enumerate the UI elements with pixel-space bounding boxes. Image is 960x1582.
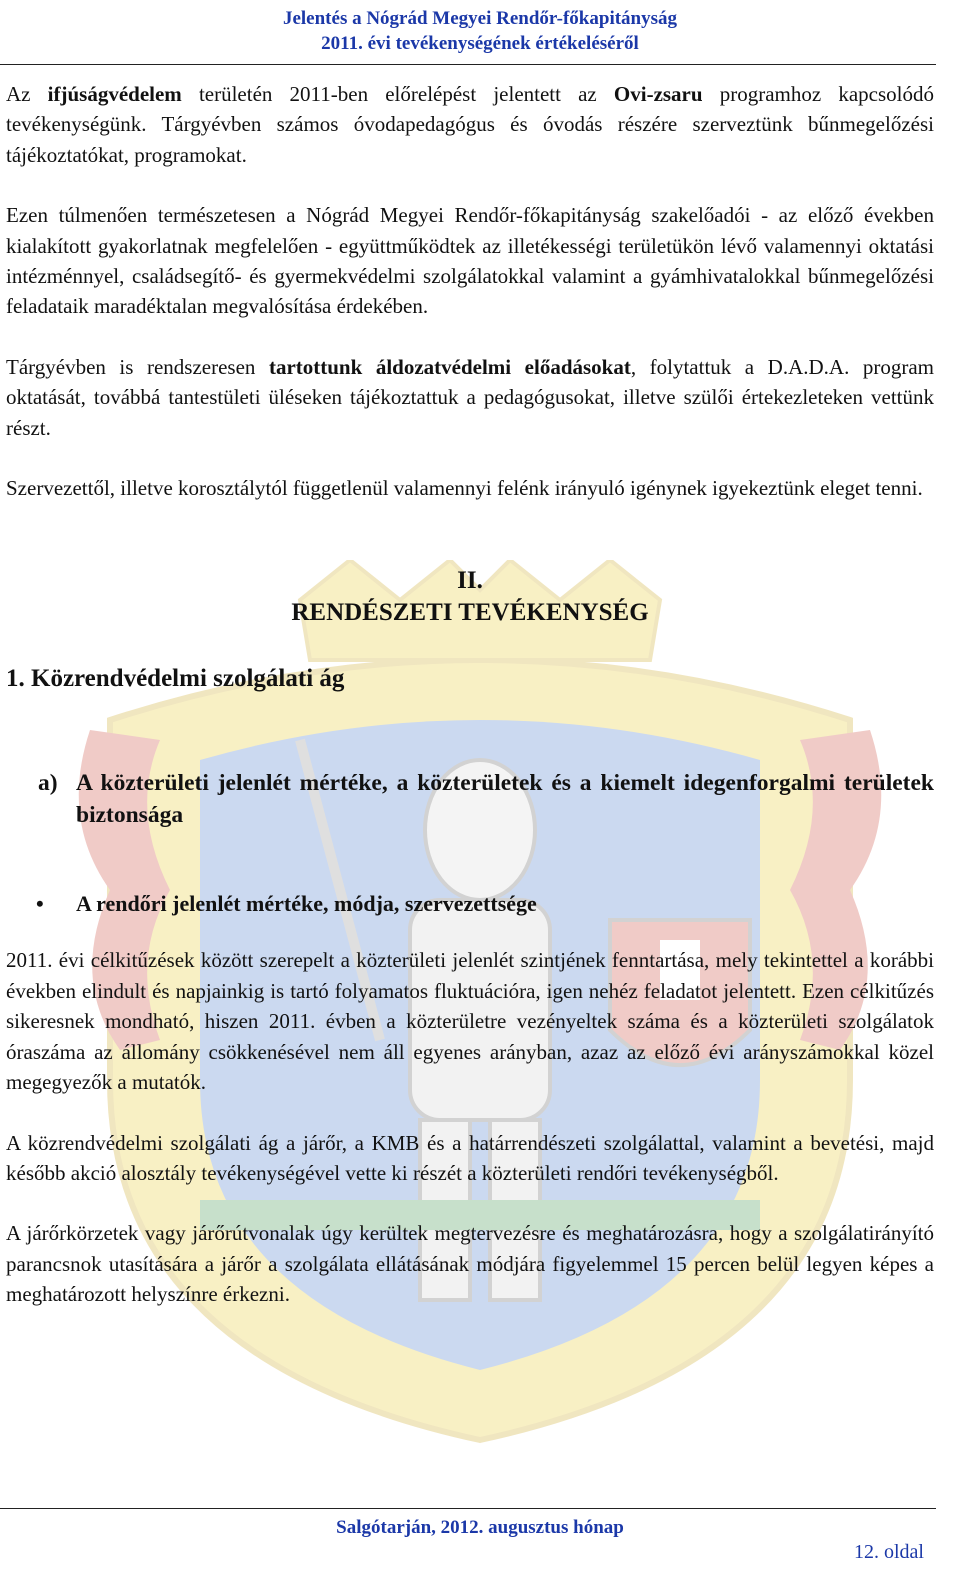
p1-text-a: Az [6, 82, 48, 106]
p1-bold-ifjusagvedelem: ifjúságvédelem [47, 82, 182, 106]
paragraph-szakeloadok: Ezen túlmenően természetesen a Nógrád Megyei Rendőr-főkapitányság szakelőadói - az előző években kialakított gyakorlatnak megfelelően - együttműködtek az illetékességi területükön lévő valamennyi oktatási intézménnyel, családsegítő- és gyermekvédelmi szolgálatokkal valamint a gyámhivatalokkal bűnmegelőzési feladataik maradéktalan megvalósítása érdekében. [6, 203, 934, 319]
section-number: II. [457, 567, 483, 595]
header-divider [0, 64, 936, 65]
page-number: 12. oldal [854, 1541, 924, 1563]
paragraph-igenyek: Szervezettől, illetve korosztálytól függetlenül valamennyi felénk irányuló igénynek igyekeztünk eleget tenni. [6, 476, 923, 501]
item-a-label: a) [38, 770, 58, 797]
paragraph-jarorkorzetek: A járőrkörzetek vagy járőrútvonalak úgy kerültek megtervezésre és meghatározásra, hogy a szolgálatirányító parancsnok utasítására a járőr a szolgálata ellátásának módjára figyelemmel 15 percen belül legyen képes a meghatározott helyszínre érkezni. [6, 1221, 934, 1307]
bullet-item [6, 889, 934, 919]
paragraph-aldozatvedelem [6, 352, 934, 443]
subsection-heading: 1. Közrendvédelmi szolgálati ág [6, 665, 345, 693]
section-heading [6, 565, 934, 629]
footer-divider [0, 1508, 936, 1509]
p1-text-c: területén 2011-ben előrelépést jelentett az [181, 82, 614, 106]
paragraph-ifjusagvedelem [6, 79, 934, 170]
paragraph-kozrendvedelmi: A közrendvédelmi szolgálati ág a járőr, a KMB és a határrendészeti szolgálattal, valamint a bevetési, majd később akció alosztály tevékenységével vette ki részét a közterületi rendőri tevékenységből. [6, 1130, 934, 1185]
header-line-2: 2011. évi tevékenységének értékeléséről [321, 33, 639, 54]
p3-bold-eloadasok: tartottunk áldozatvédelmi előadásokat [268, 354, 631, 379]
page-header [0, 6, 960, 56]
p3-text-c: , folytattuk a D.A.D.A. program oktatását, továbbá tantestületi üléseken tájékoztattuk a pedagógusokat, illetve szülői értekezleteken vettünk részt. [6, 354, 934, 440]
document-body [6, 79, 934, 1340]
bullet-icon: • [36, 891, 44, 917]
p3-text-a: Tárgyévben is rendszeresen [6, 354, 269, 379]
bullet-text: A rendőri jelenlét mértéke, módja, szervezettsége [76, 891, 537, 917]
footer-text: Salgótarján, 2012. augusztus hónap [336, 1517, 624, 1538]
paragraph-celkituzesek: 2011. évi célkitűzések között szerepelt a közterületi jelenlét szintjének fenntartása, mely tekintettel a korábbi években elindult és napjainkig is tartó folyamatos fluktuációra, igen nehéz feladatot jelentett. Ezen célkitűzés sikeresnek mondható, hiszen 2011. évben a közterületre vezényeltek száma és a közterületi szolgálatok óraszáma az állomány csökkenésével nem áll egyenes arányban, azaz az előző évi arányszámokkal közel megegyezők a mutatók. [6, 948, 934, 1095]
p1-text-e: programhoz kapcsolódó tevékenységünk. Tárgyévben számos óvodapedagógus és óvodás részére szerveztünk bűnmegelőzési tájékoztatókat, programokat. [6, 82, 934, 167]
item-a-heading [6, 767, 934, 831]
item-a-text: A közterületi jelenlét mértéke, a közterületek és a kiemelt idegenforgalmi területek biztonsága [76, 770, 934, 829]
p1-bold-ovi-zsaru: Ovi-zsaru [613, 82, 703, 106]
header-line-1: Jelentés a Nógrád Megyei Rendőr-főkapitányság [282, 8, 678, 29]
section-title: RENDÉSZETI TEVÉKENYSÉG [291, 599, 649, 627]
